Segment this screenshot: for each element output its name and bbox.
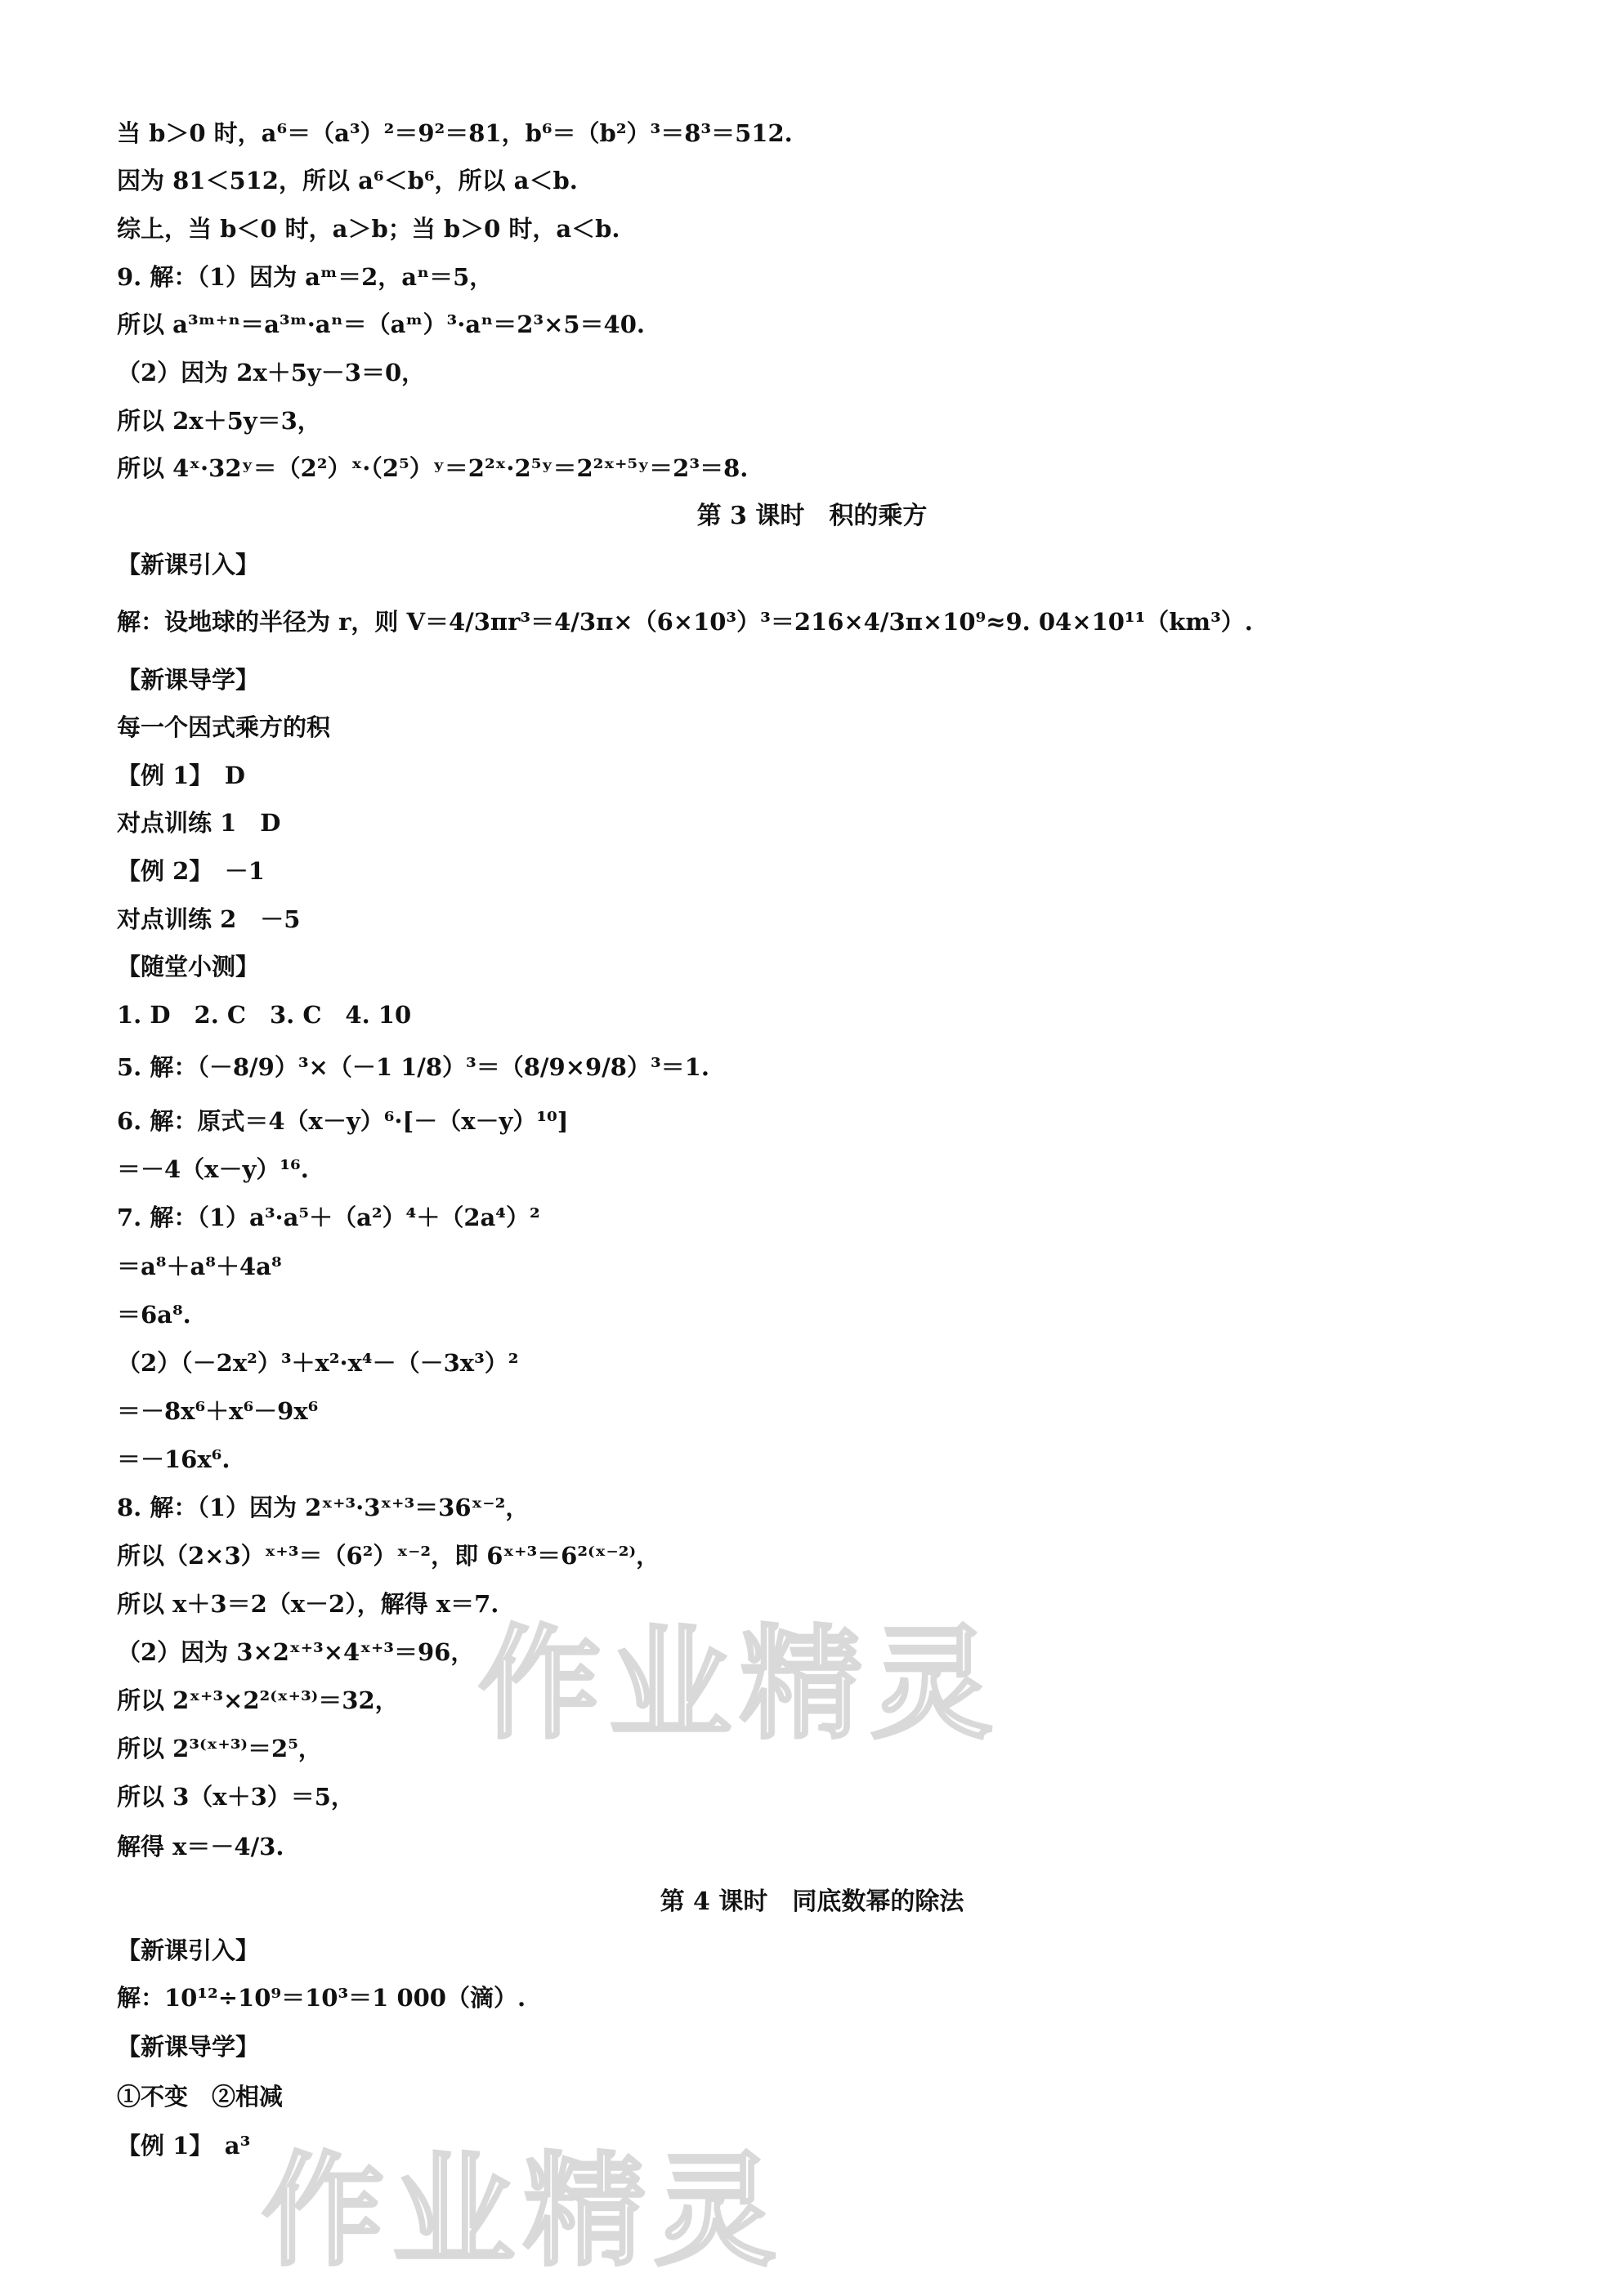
section-3-line: 【例 2】 －1 — [117, 857, 265, 885]
section-3-line: 每一个因式乘方的积 — [117, 713, 331, 741]
section-4-line: 解：10¹²÷10⁹＝10³＝1 000（滴）. — [117, 1984, 526, 2012]
watermark-bottom: 作业精灵 — [262, 2141, 785, 2283]
watermark: 作业精灵 — [478, 1614, 1002, 1756]
section-3-line: 解得 x＝－4/3. — [117, 1833, 284, 1860]
section-3-line: 8. 解：（1）因为 2ˣ⁺³·3ˣ⁺³＝36ˣ⁻²， — [117, 1494, 530, 1521]
section-3-line: 所以（2×3）ˣ⁺³＝（6²）ˣ⁻²，即 6ˣ⁺³＝6²⁽ˣ⁻²⁾， — [117, 1542, 660, 1570]
top-line: 当 b＞0 时，a⁶＝（a³）²＝9²＝81，b⁶＝（b²）³＝8³＝512. — [117, 119, 793, 147]
section-3-line: 5. 解：（－8/9）³×（－1 1/8）³＝（8/9×9/8）³＝1. — [117, 1053, 709, 1081]
section-3-line: ＝－4（x－y）¹⁶. — [117, 1155, 309, 1183]
section-4-line: 【例 1】 a³ — [117, 2132, 251, 2160]
section-3-line: 所以 2ˣ⁺³×2²⁽ˣ⁺³⁾＝32， — [117, 1686, 399, 1714]
section-3-title: 第 3 课时 积的乘方 — [696, 502, 928, 530]
section-3-line: 【新课引入】 — [117, 551, 260, 578]
section-4-line: ①不变 ②相减 — [117, 2083, 284, 2111]
section-3-line: ＝－16x⁶. — [117, 1445, 230, 1473]
top-line: 9. 解：（1）因为 aᵐ＝2，aⁿ＝5， — [117, 263, 494, 291]
top-line: （2）因为 2x＋5y－3＝0， — [117, 359, 426, 386]
section-3-line: 【例 1】 D — [117, 762, 245, 789]
section-3-line: ＝6a⁸. — [117, 1301, 191, 1329]
section-3-line: 【随堂小测】 — [117, 953, 260, 980]
section-3-line: （2）因为 3×2ˣ⁺³×4ˣ⁺³＝96， — [117, 1638, 475, 1666]
section-3-line: 对点训练 1 D — [117, 809, 281, 837]
top-line: 综上，当 b＜0 时，a＞b；当 b＞0 时，a＜b. — [117, 215, 620, 243]
section-3-line: 所以 x＋3＝2（x－2），解得 x＝7. — [117, 1590, 499, 1618]
section-4-title: 第 4 课时 同底数幂的除法 — [660, 1887, 964, 1916]
section-3-line: 6. 解：原式＝4（x－y）⁶·[－（x－y）¹⁰] — [117, 1107, 569, 1135]
section-3-line: ＝a⁸＋a⁸＋4a⁸ — [117, 1253, 282, 1280]
top-line: 所以 2x＋5y＝3， — [117, 407, 321, 435]
top-line: 因为 81＜512，所以 a⁶＜b⁶，所以 a＜b. — [117, 167, 578, 194]
section-3-line: ＝－8x⁶＋x⁶－9x⁶ — [117, 1397, 319, 1425]
section-3-line: 所以 2³⁽ˣ⁺³⁾＝2⁵， — [117, 1735, 322, 1762]
section-3-line: 1. D 2. C 3. C 4. 10 — [117, 1001, 412, 1029]
top-line: 所以 a³ᵐ⁺ⁿ＝a³ᵐ·aⁿ＝（aᵐ）³·aⁿ＝2³×5＝40. — [117, 310, 646, 338]
top-line: 所以 4ˣ·32ʸ＝（2²）ˣ·（2⁵）ʸ＝2²ˣ·2⁵ʸ＝2²ˣ⁺⁵ʸ＝2³＝8. — [117, 454, 749, 482]
section-3-line: 7. 解：（1）a³·a⁵＋（a²）⁴＋（2a⁴）² — [117, 1204, 540, 1231]
section-3-line: 对点训练 2 －5 — [117, 905, 301, 933]
section-4-line: 【新课引入】 — [117, 1936, 260, 1964]
section-3-line: （2）（－2x²）³＋x²·x⁴－（－3x³）² — [117, 1349, 519, 1377]
section-3-line: 所以 3（x＋3）＝5， — [117, 1783, 355, 1811]
section-3-line: 【新课导学】 — [117, 666, 260, 694]
section-4-line: 【新课导学】 — [117, 2033, 260, 2061]
section-3-line: 解：设地球的半径为 r，则 V＝4/3πr³＝4/3π×（6×10³）³＝216×4/3π×10⁹≈9. 04×10¹¹（km³）. — [117, 608, 1253, 636]
